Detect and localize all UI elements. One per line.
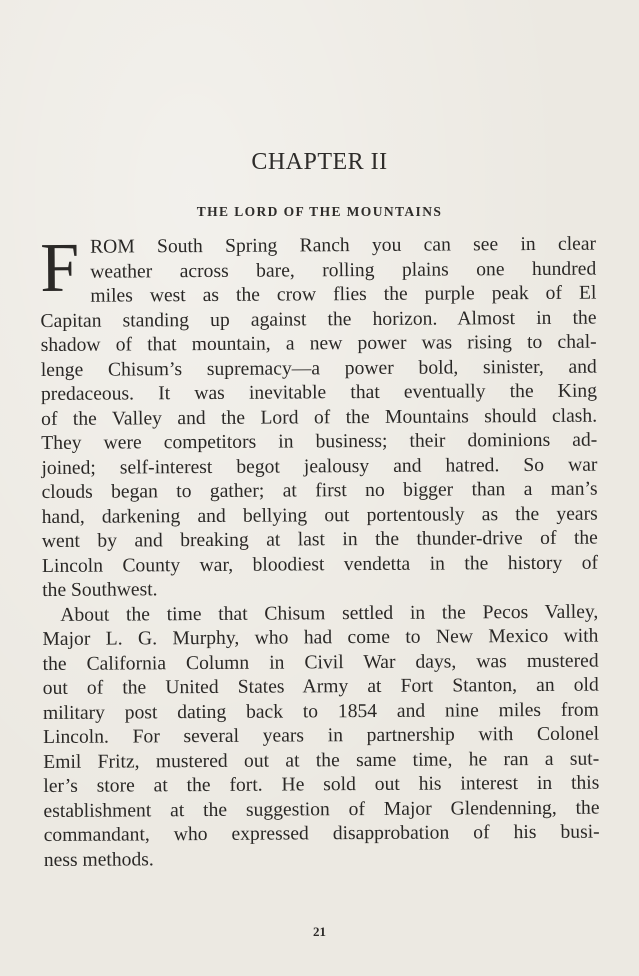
text-line: joined; self-interest begot jealousy and hatred. So war xyxy=(41,454,598,479)
text-line: went by and breaking at last in the thunder-drive of the xyxy=(41,527,598,552)
text-line: out of the United States Army at Fort Stanton, an old xyxy=(42,674,599,699)
text-line: clouds began to gather; at first no bigger than a man’s xyxy=(41,478,598,503)
text-line: They were competitors in business; their dominions ad- xyxy=(41,429,598,454)
body-text xyxy=(39,229,600,873)
text-line: of the Valley and the Lord of the Mountains should clash. xyxy=(41,405,598,430)
text-line: military post dating back to 1854 and nine miles from xyxy=(42,699,599,724)
text-line: Capitan standing up against the horizon. Almost in the xyxy=(40,307,597,332)
text-line: predaceous. It was inevitable that eventually the King xyxy=(40,380,598,405)
text-line: Emil Fritz, mustered out at the same time, he ran a sut- xyxy=(43,748,600,773)
chapter-heading: CHAPTER II xyxy=(251,149,388,175)
text-line: weather across bare, rolling plains one hundred xyxy=(90,258,597,283)
text-line: the California Column in Civil War days, was mustered xyxy=(42,650,599,675)
text-line: About the time that Chisum settled in the Pecos Valley, xyxy=(60,601,599,626)
text-line: ler’s store at the fort. He sold out his interest in this xyxy=(43,772,600,797)
chapter-title: THE LORD OF THE MOUNTAINS xyxy=(196,204,443,219)
text-line: ness methods. xyxy=(43,848,154,871)
text-line: establishment at the suggestion of Major Glendenning, the xyxy=(43,797,600,822)
drop-cap: F xyxy=(39,229,80,307)
text-line: miles west as the crow flies the purple peak of El xyxy=(90,282,597,307)
page-number: 21 xyxy=(313,924,326,939)
text-line: Major L. G. Murphy, who had come to New Mexico with xyxy=(42,625,599,650)
text-line: commandant, who expressed disapprobation of his busi- xyxy=(43,821,600,846)
text-line: shadow of that mountain, a new power was rising to chal- xyxy=(40,331,597,356)
text-line: Lincoln County war, bloodiest vendetta in the history of xyxy=(41,552,599,577)
paragraph-2 xyxy=(42,600,600,873)
text-line: the Southwest. xyxy=(42,579,158,601)
text-line: hand, darkening and bellying out portentously as the years xyxy=(41,503,598,528)
paragraph-1 xyxy=(39,229,599,604)
text-line: ROM South Spring Ranch you can see in clear xyxy=(90,233,597,258)
text-line: lenge Chisum’s supremacy—a power bold, sinister, and xyxy=(40,356,597,381)
text-line: Lincoln. For several years in partnership with Colonel xyxy=(42,723,600,748)
